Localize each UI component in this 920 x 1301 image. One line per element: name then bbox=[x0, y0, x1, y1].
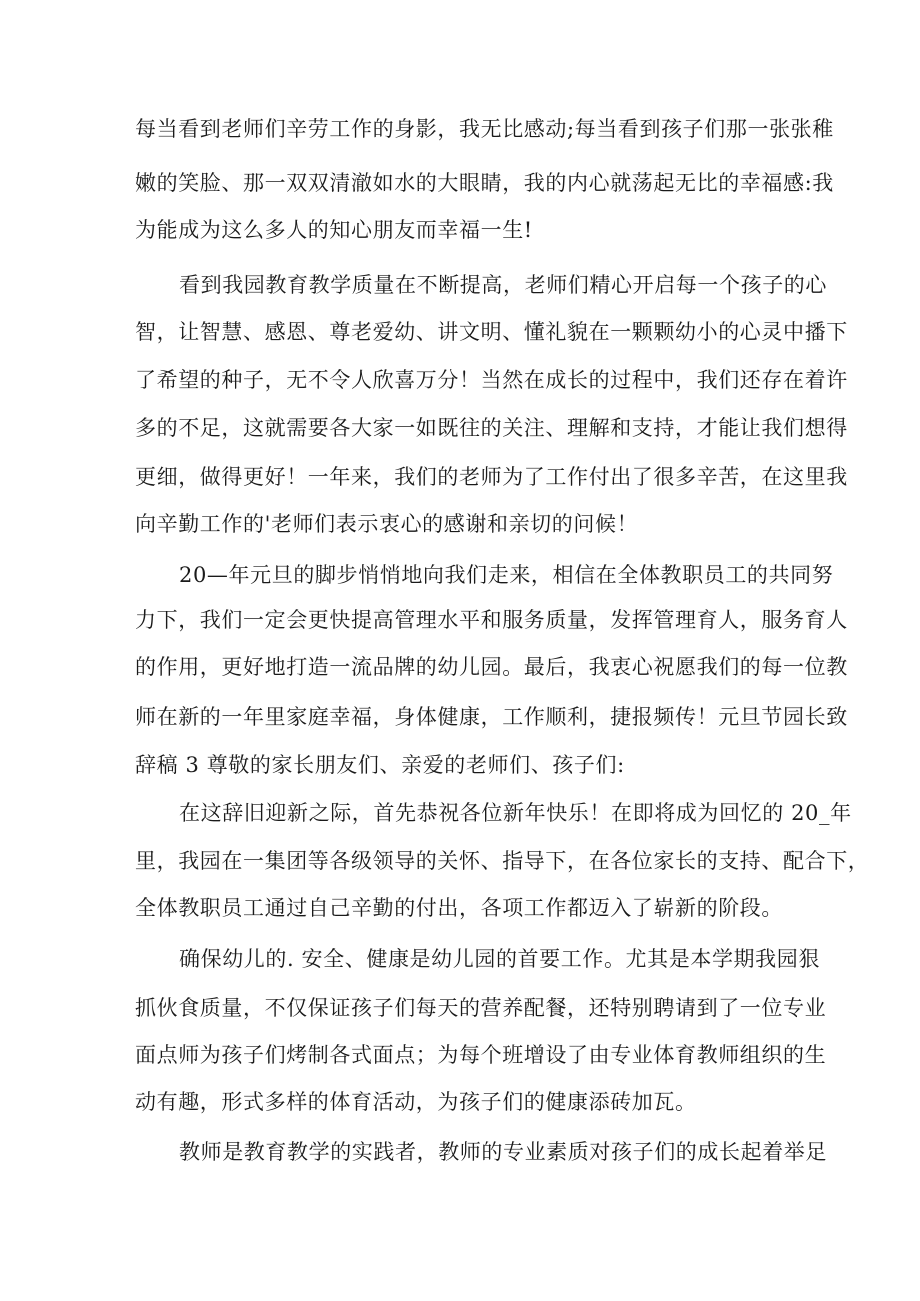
text-line: 多的不足，这就需要各大家一如既往的关注、理解和支持，才能让我们想得 bbox=[135, 416, 848, 440]
text-line: 确保幼儿的. 安全、健康是幼儿园的首要工作。尤其是本学期我园狠 bbox=[179, 947, 820, 971]
text-line: 嫩的笑脸、那一双双清澈如水的大眼睛，我的内心就荡起无比的幸福感:我 bbox=[135, 171, 834, 195]
text-line: 里，我园在一集团等各级领导的关怀、指导下，在各位家长的支持、配合下， bbox=[135, 849, 870, 873]
text-line: 了希望的种子，无不令人欣喜万分！当然在成长的过程中，我们还存在着许 bbox=[135, 368, 848, 392]
text-line: 辞稿 3 尊敬的家长朋友们、亲爱的老师们、孩子们: bbox=[135, 753, 625, 777]
text-line: 更细，做得更好！一年来，我们的老师为了工作付出了很多辛苦，在这里我 bbox=[135, 465, 848, 489]
text-line: 的作用，更好地打造一流品牌的幼儿园。最后，我衷心祝愿我们的每一位教 bbox=[135, 655, 848, 679]
text-line: 师在新的一年里家庭幸福，身体健康，工作顺利，捷报频传！元旦节园长致 bbox=[135, 705, 848, 729]
text-line: 智，让智慧、感恩、尊老爱幼、讲文明、懂礼貌在一颗颗幼小的心灵中播下 bbox=[135, 320, 848, 344]
text-line: 20—年元旦的脚步悄悄地向我们走来，相信在全体教职员工的共同努 bbox=[179, 563, 834, 587]
text-line: 看到我园教育教学质量在不断提高，老师们精心开启每一个孩子的心 bbox=[179, 273, 827, 297]
text-line: 力下，我们一定会更快提高管理水平和服务质量，发挥管理育人，服务育人 bbox=[135, 608, 848, 632]
text-line: 为能成为这么多人的知心朋友而幸福一生! bbox=[135, 218, 533, 242]
text-line: 向辛勤工作的'老师们表示衷心的感谢和亲切的问候！ bbox=[135, 512, 639, 536]
text-line: 动有趣，形式多样的体育活动，为孩子们的健康添砖加瓦。 bbox=[135, 1090, 697, 1114]
text-line: 抓伙食质量，不仅保证孩子们每天的营养配餐，还特别聘请到了一位专业 bbox=[135, 996, 827, 1020]
text-line: 在这辞旧迎新之际，首先恭祝各位新年快乐！在即将成为回忆的 20_年 bbox=[179, 801, 852, 825]
text-line: 面点师为孩子们烤制各式面点；为每个班增设了由专业体育教师组织的生 bbox=[135, 1043, 827, 1067]
text-line: 全体教职员工通过自己辛勤的付出，各项工作都迈入了崭新的阶段。 bbox=[135, 896, 783, 920]
text-line: 教师是教育教学的实践者，教师的专业素质对孩子们的成长起着举足 bbox=[179, 1140, 827, 1164]
text-line: 每当看到老师们辛劳工作的身影，我无比感动;每当看到孩子们那一张张稚 bbox=[135, 117, 834, 141]
